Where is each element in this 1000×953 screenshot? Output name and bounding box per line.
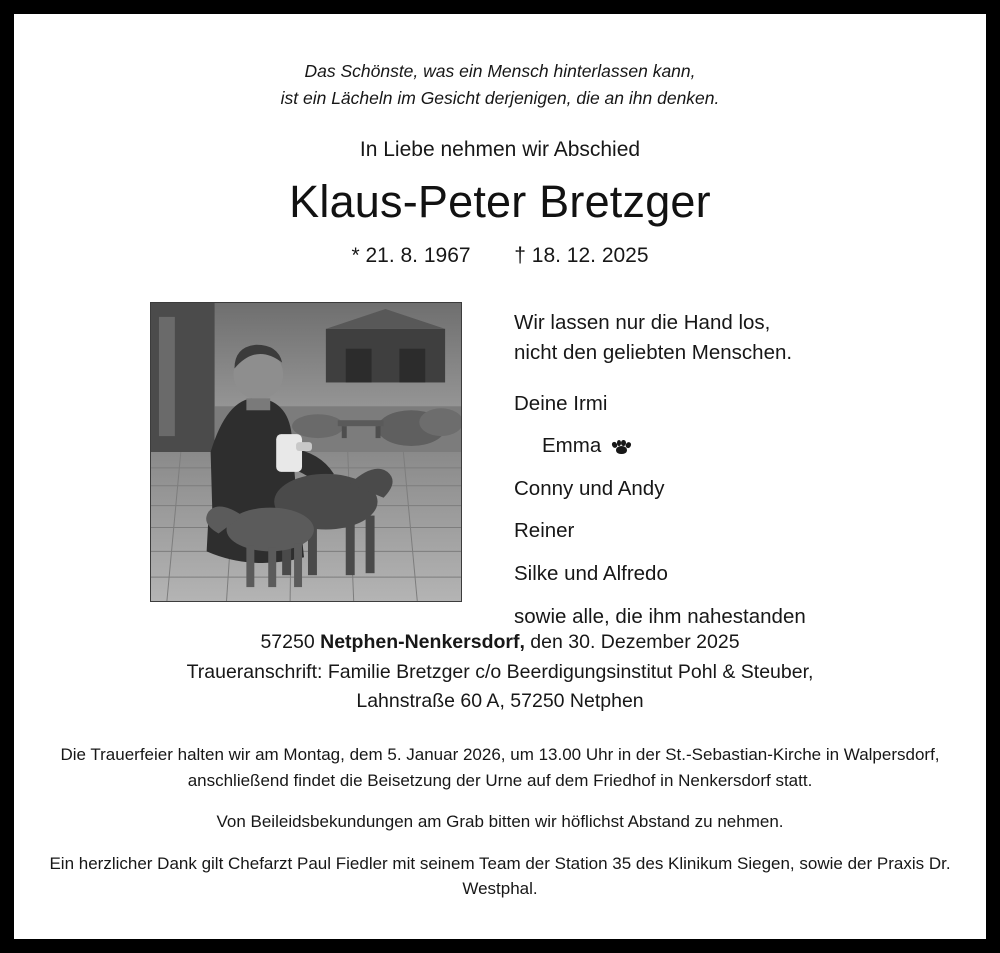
verse-line-2: nicht den geliebten Menschen. (514, 340, 793, 364)
postal-code: 57250 (260, 631, 321, 654)
mourner-irmi: Deine Irmi (514, 391, 608, 415)
motto-line-1: Das Schönste, was ein Mensch hinterlassen kann, (304, 61, 696, 81)
mourner-emma (514, 434, 944, 459)
farewell-intro: In Liebe nehmen wir Abschied (359, 138, 641, 162)
service-notes (14, 742, 986, 902)
deceased-name: Klaus-Peter Bretzger (289, 176, 711, 228)
place-name: Netphen-Nenkersdorf, (320, 631, 525, 654)
portrait-photo (150, 302, 462, 602)
photo-and-family-block (14, 302, 986, 628)
family-column (514, 308, 944, 647)
mourner-emma-label: Emma (542, 434, 602, 458)
mourner-silke-alfredo: Silke und Alfredo (514, 562, 668, 586)
motto-line-2: ist ein Lächeln im Gesicht derjenigen, die an ihn denken. (280, 88, 720, 109)
motto-text (14, 58, 986, 112)
address-line-3: Lahnstraße 60 A, 57250 Netphen (356, 689, 644, 712)
mourner-others: sowie alle, die ihm nahestanden (514, 604, 806, 628)
birth-date: * 21. 8. 1967 (351, 244, 471, 268)
note-thanks: Ein herzlicher Dank gilt Chefarzt Paul Fiedler mit seinem Team der Station 35 des Klinikum Siegen, sowie der Praxis Dr. Westphal. (49, 853, 951, 898)
note-condolences: Von Beileidsbekundungen am Grab bitten wir höflichst Abstand zu nehmen. (216, 812, 784, 831)
verse-text (514, 308, 944, 367)
death-date: † 18. 12. 2025 (514, 244, 649, 268)
address-line-2: Traueranschrift: Familie Bretzger c/o Beerdigungsinstitut Pohl & Steuber, (186, 660, 814, 683)
paw-print-icon (612, 439, 630, 454)
mourner-conny-andy: Conny und Andy (514, 476, 665, 500)
photo-graphic (151, 303, 461, 601)
mourner-reiner: Reiner (514, 519, 575, 543)
life-dates (14, 244, 986, 268)
verse-line-1: Wir lassen nur die Hand los, (514, 311, 771, 335)
address-date: den 30. Dezember 2025 (524, 631, 740, 654)
obituary-card (14, 14, 986, 939)
note-funeral-service: Die Trauerfeier halten wir am Montag, dem 5. Januar 2026, um 13.00 Uhr in der St.-Sebastian-Kirche in Walpersdorf, anschließend findet die Beisetzung der Urne auf dem Friedhof in Nenkersdorf statt. (60, 745, 940, 790)
